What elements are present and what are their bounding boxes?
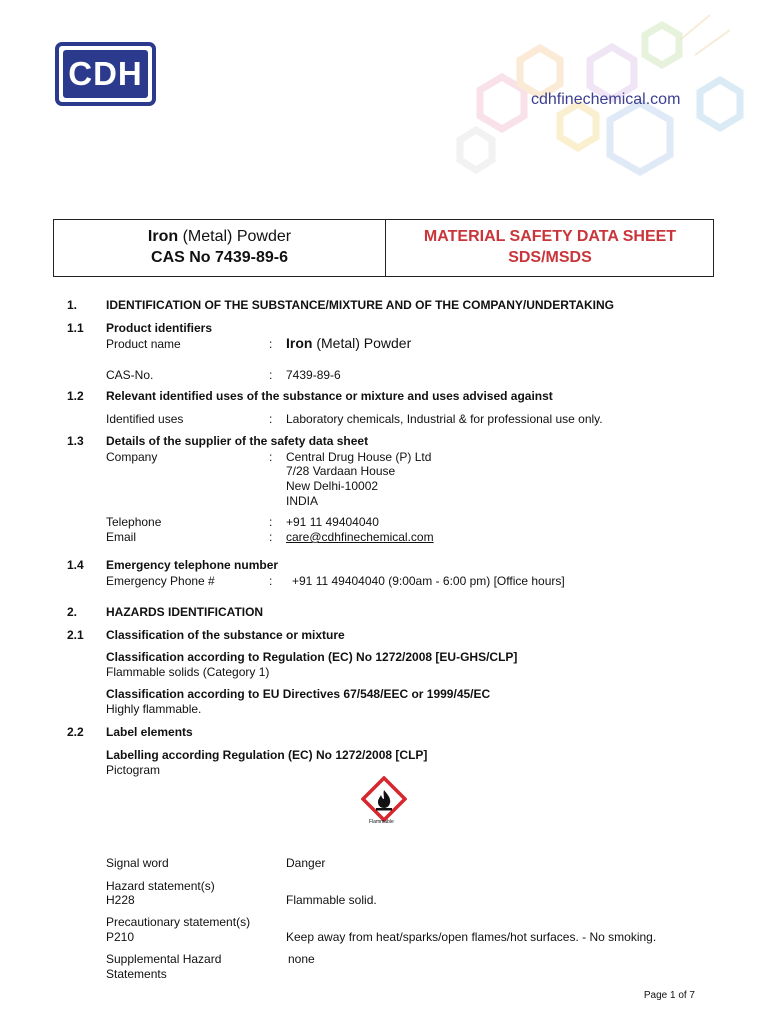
classification-heading: Classification according to EU Directives 67/548/EEC or 1999/45/EC xyxy=(106,687,491,701)
section-number: 1.4 xyxy=(67,558,84,572)
page-number: Page 1 of 7 xyxy=(643,990,695,1001)
section-number: 2.2 xyxy=(67,725,84,739)
precaution-code: P210 xyxy=(106,930,135,944)
website-link[interactable]: cdhfinechemical.com xyxy=(531,91,681,108)
section-number: 1. xyxy=(67,298,78,312)
flammable-pictogram-icon xyxy=(361,776,407,822)
pictogram-caption: Flammable xyxy=(369,819,394,825)
field-label: Telephone xyxy=(106,515,162,529)
field-label: Pictogram xyxy=(106,763,161,777)
supplemental-value: none xyxy=(288,952,315,966)
hazard-value: Flammable solid. xyxy=(286,893,377,907)
company-line: 7/28 Vardaan House xyxy=(286,464,396,478)
hazard-code: H228 xyxy=(106,893,135,907)
company-line: INDIA xyxy=(286,494,319,508)
colon: : xyxy=(269,412,273,426)
field-label: Product name xyxy=(106,337,181,351)
colon: : xyxy=(269,337,273,351)
field-label: Hazard statement(s) xyxy=(106,879,215,893)
product-title xyxy=(54,228,385,246)
product-name-value: Iron (Metal) Powder xyxy=(286,335,412,351)
subsection-heading: Classification of the substance or mixture xyxy=(106,628,345,642)
classification-heading: Classification according to Regulation (EC) No 1272/2008 [EU-GHS/CLP] xyxy=(106,650,518,664)
field-label: Statements xyxy=(106,967,167,981)
section-number: 1.2 xyxy=(67,389,84,403)
logo-text: CDH xyxy=(63,50,148,98)
section-number: 1.1 xyxy=(67,321,84,335)
field-label: Signal word xyxy=(106,856,169,870)
colon: : xyxy=(269,450,273,464)
field-label: Identified uses xyxy=(106,412,184,426)
section-number: 2.1 xyxy=(67,628,84,642)
section-heading: IDENTIFICATION OF THE SUBSTANCE/MIXTURE AND OF THE COMPANY/UNDERTAKING xyxy=(106,298,614,312)
sheet-title: MATERIAL SAFETY DATA SHEET xyxy=(423,228,677,245)
colon: : xyxy=(269,515,273,529)
cas-value: 7439-89-6 xyxy=(286,368,341,382)
labelling-heading: Labelling according Regulation (EC) No 1272/2008 [CLP] xyxy=(106,748,428,762)
product-title-bold: Iron xyxy=(147,228,179,245)
title-box xyxy=(53,219,714,277)
colon: : xyxy=(269,530,273,544)
precaution-value: Keep away from heat/sparks/open flames/hot surfaces. - No smoking. xyxy=(286,930,657,944)
section-heading: HAZARDS IDENTIFICATION xyxy=(106,605,264,619)
signal-word-value: Danger xyxy=(286,856,326,870)
sheet-subtitle: SDS/MSDS xyxy=(508,249,592,266)
colon: : xyxy=(269,368,273,382)
field-label: Emergency Phone # xyxy=(106,574,215,588)
field-label: Supplemental Hazard xyxy=(106,952,222,966)
subsection-heading: Details of the supplier of the safety data sheet xyxy=(106,434,369,448)
cdh-logo xyxy=(55,42,156,106)
company-line: New Delhi-10002 xyxy=(286,479,379,493)
classification-value: Highly flammable. xyxy=(106,702,202,716)
section-number: 2. xyxy=(67,605,78,619)
subsection-heading: Product identifiers xyxy=(106,321,213,335)
telephone-value: +91 11 49404040 xyxy=(286,515,379,529)
uses-value: Laboratory chemicals, Industrial & for professional use only. xyxy=(286,412,603,426)
colon: : xyxy=(269,574,273,588)
cas-title: CAS No 7439-89-6 xyxy=(151,249,288,266)
classification-value: Flammable solids (Category 1) xyxy=(106,665,270,679)
field-label: CAS-No. xyxy=(106,368,154,382)
field-label: Precautionary statement(s) xyxy=(106,915,251,929)
field-label: Email xyxy=(106,530,137,544)
section-number: 1.3 xyxy=(67,434,84,448)
subsection-heading: Label elements xyxy=(106,725,193,739)
email-link[interactable]: care@cdhfinechemical.com xyxy=(286,530,434,544)
emergency-phone-value: +91 11 49404040 (9:00am - 6:00 pm) [Office hours] xyxy=(292,574,565,588)
subsection-heading: Emergency telephone number xyxy=(106,558,279,572)
company-line: Central Drug House (P) Ltd xyxy=(286,450,432,464)
field-label: Company xyxy=(106,450,158,464)
product-title-rest: (Metal) Powder xyxy=(178,228,292,245)
subsection-heading: Relevant identified uses of the substance or mixture and uses advised against xyxy=(106,389,553,403)
